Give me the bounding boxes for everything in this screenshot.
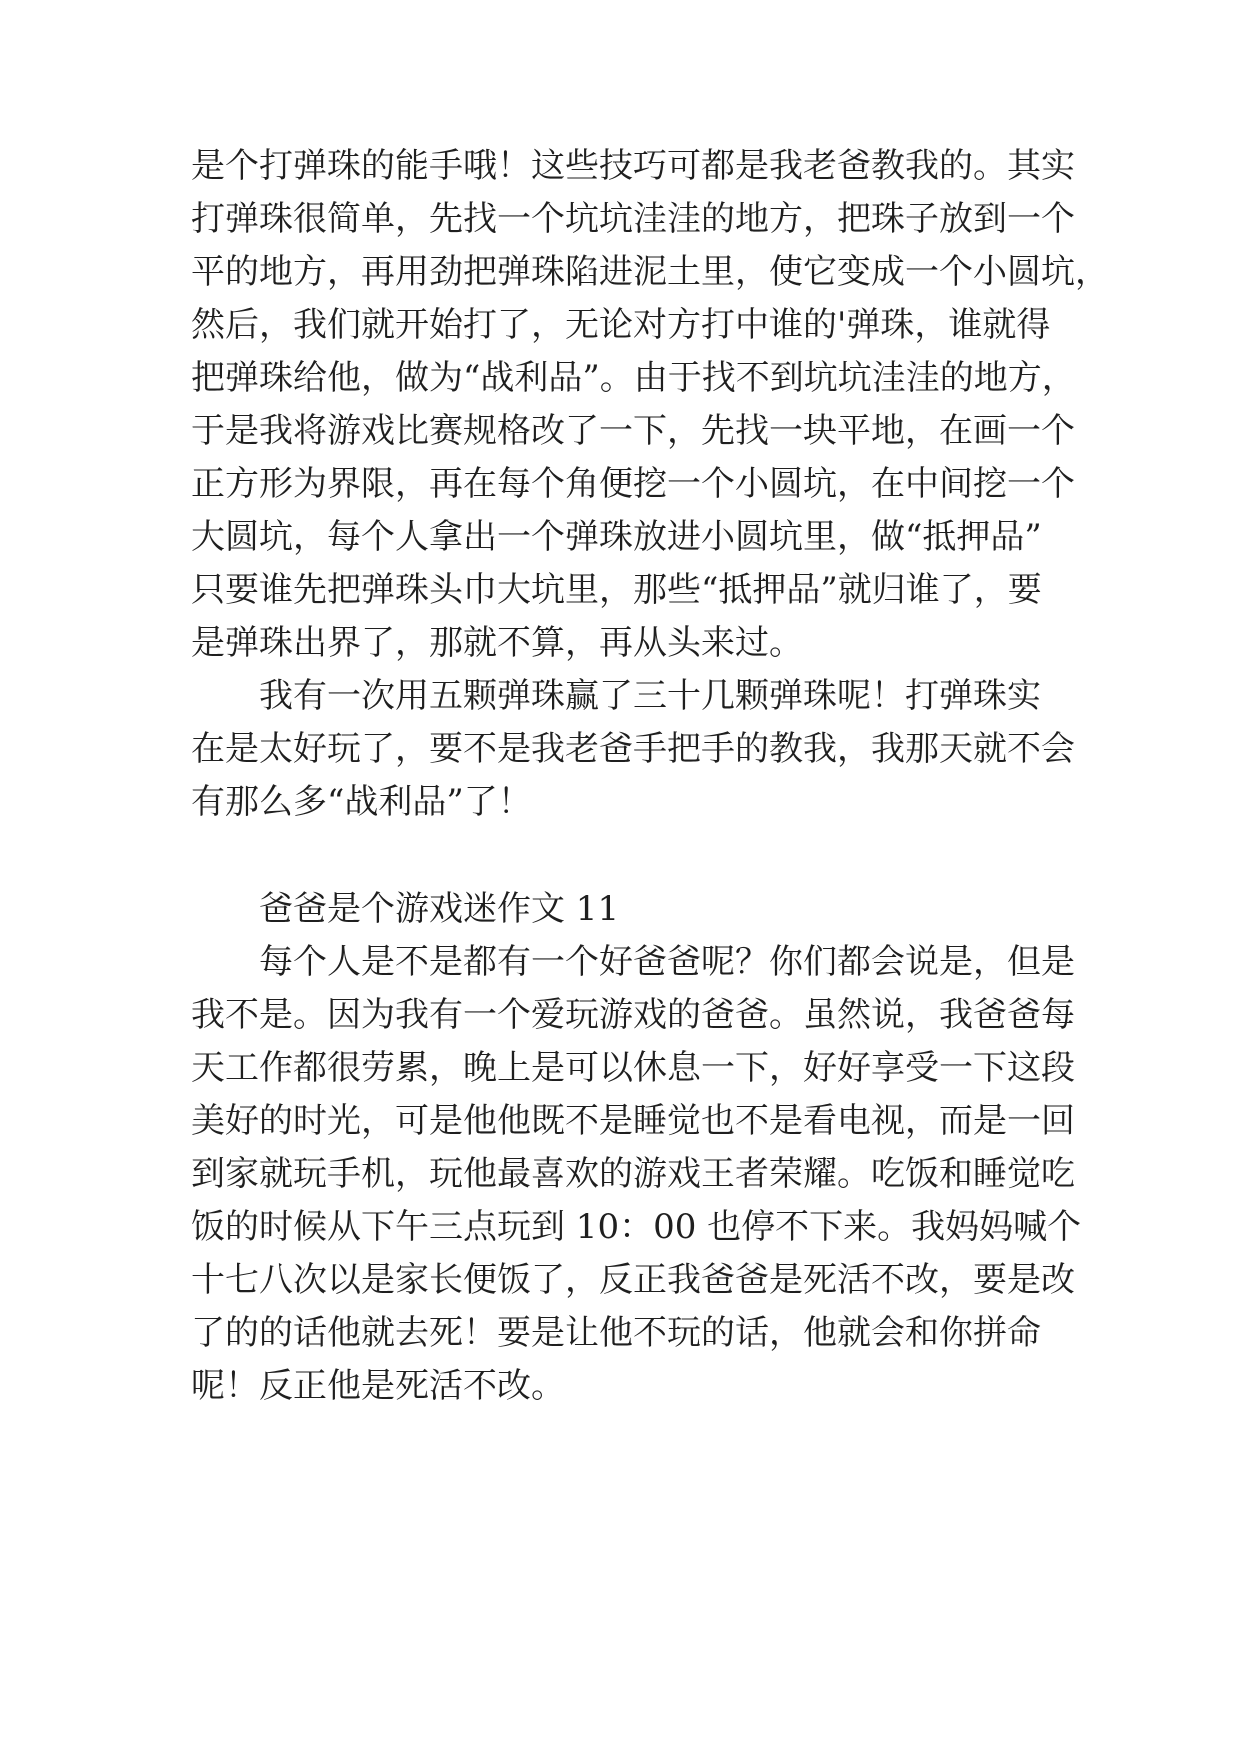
paragraph-line: 打弹珠很简单，先找一个坑坑洼洼的地方，把珠子放到一个 xyxy=(191,199,1075,239)
paragraph-line: 饭的时候从下午三点玩到 10：00 也停不下来。我妈妈喊个 xyxy=(191,1207,1082,1247)
paragraph-line: 只要谁先把弹珠头巾大坑里，那些“抵押品”就归谁了，要 xyxy=(191,570,1042,610)
paragraph-line: 十七八次以是家长便饭了，反正我爸爸是死活不改，要是改 xyxy=(191,1260,1075,1300)
paragraph-line: 把弹珠给他，做为“战利品”。由于找不到坑坑洼洼的地方， xyxy=(191,358,1076,398)
paragraph-line: 大圆坑，每个人拿出一个弹珠放进小圆坑里，做“抵押品” xyxy=(191,517,1042,557)
paragraph-line: 于是我将游戏比赛规格改了一下，先找一块平地，在画一个 xyxy=(191,411,1075,451)
paragraph-line: 在是太好玩了，要不是我老爸手把手的教我，我那天就不会 xyxy=(191,729,1075,769)
paragraph-line: 然后，我们就开始打了，无论对方打中谁的'弹珠，谁就得 xyxy=(191,305,1051,345)
paragraph-line: 呢！反正他是死活不改。 xyxy=(191,1366,565,1406)
paragraph-line: 有那么多“战利品”了！ xyxy=(191,782,532,822)
paragraph-line: 到家就玩手机，玩他最喜欢的游戏王者荣耀。吃饭和睡觉吃 xyxy=(191,1154,1075,1194)
paragraph-line: 是弹珠出界了，那就不算，再从头来过。 xyxy=(191,623,803,663)
paragraph-line: 平的地方，再用劲把弹珠陷进泥土里，使它变成一个小圆坑， xyxy=(191,252,1109,292)
essay-title: 爸爸是个游戏迷作文 11 xyxy=(259,889,620,929)
paragraph-line: 我不是。因为我有一个爱玩游戏的爸爸。虽然说，我爸爸每 xyxy=(191,995,1075,1035)
paragraph-line: 我有一次用五颗弹珠赢了三十几颗弹珠呢！打弹珠实 xyxy=(259,676,1041,716)
paragraph-line: 天工作都很劳累，晚上是可以休息一下，好好享受一下这段 xyxy=(191,1048,1075,1088)
paragraph-line: 每个人是不是都有一个好爸爸呢？你们都会说是，但是 xyxy=(259,942,1075,982)
paragraph-line: 正方形为界限，再在每个角便挖一个小圆坑，在中间挖一个 xyxy=(191,464,1075,504)
paragraph-line: 美好的时光，可是他他既不是睡觉也不是看电视，而是一回 xyxy=(191,1101,1075,1141)
paragraph-line: 是个打弹珠的能手哦！这些技巧可都是我老爸教我的。其实 xyxy=(191,146,1075,186)
paragraph-line: 了的的话他就去死！要是让他不玩的话，他就会和你拼命 xyxy=(191,1313,1041,1353)
